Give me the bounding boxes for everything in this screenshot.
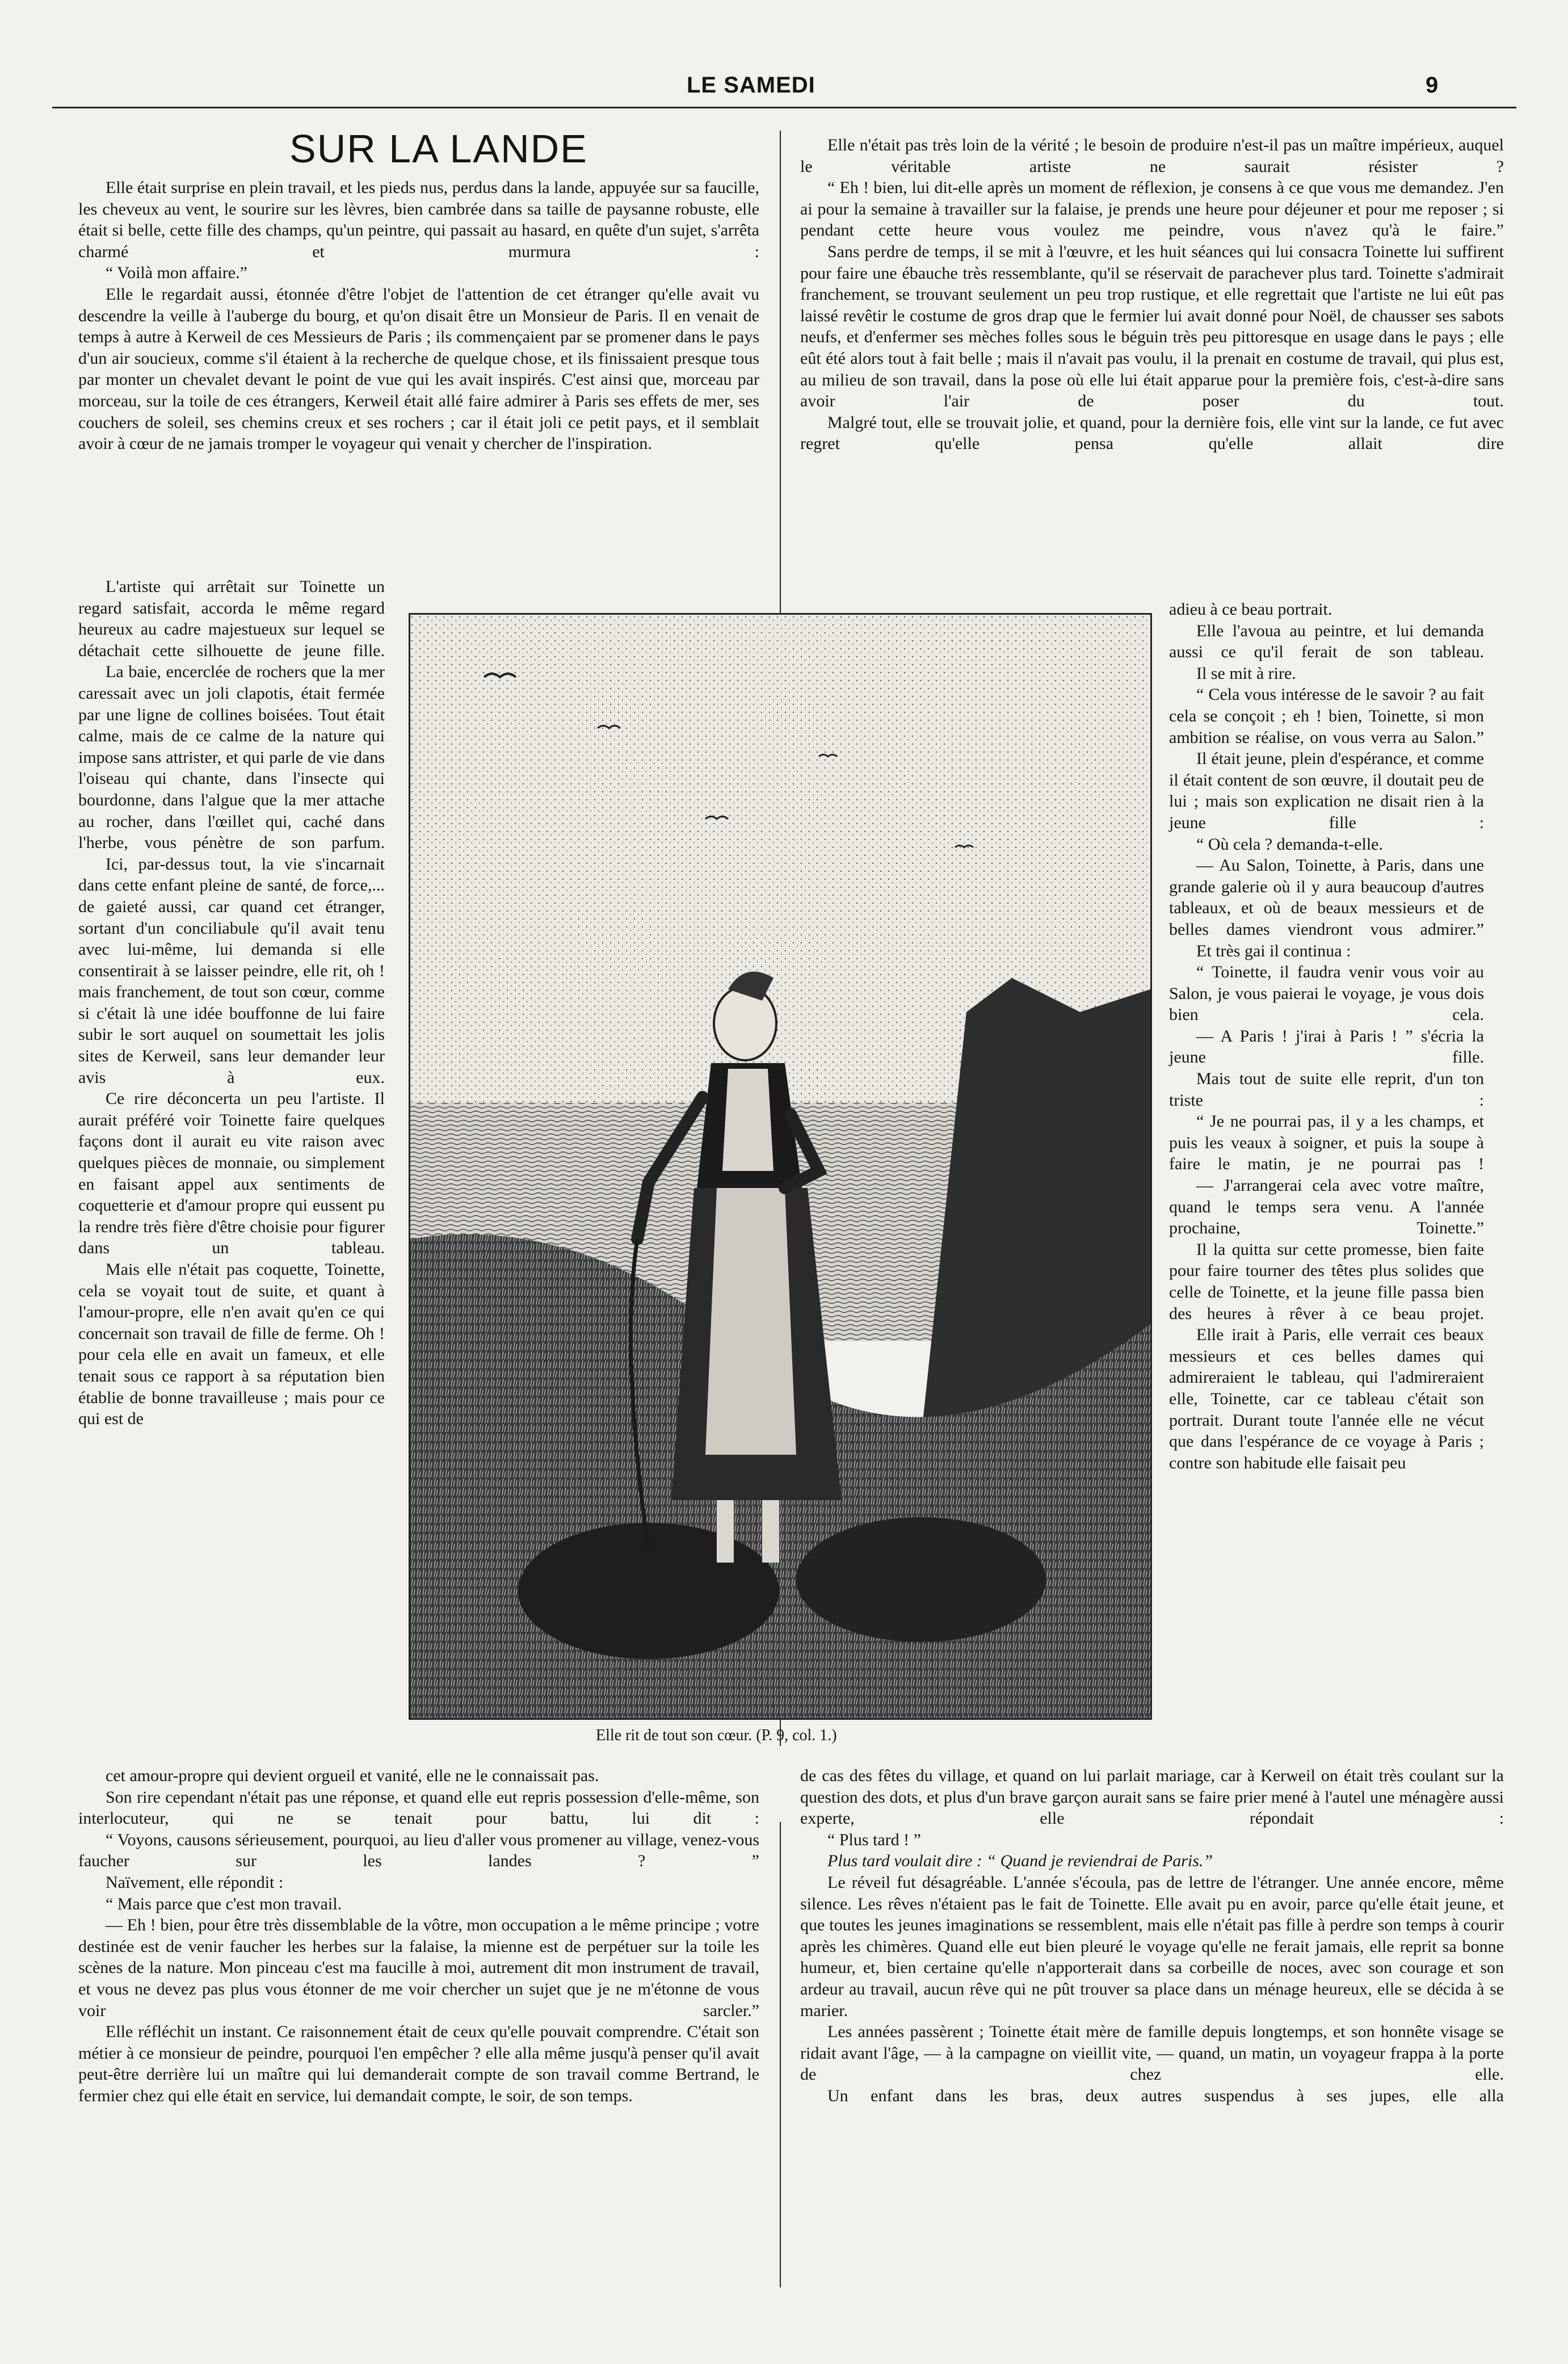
paragraph: “ Eh ! bien, lui dit-elle après un moment de réflexion, je consens à ce que vous me demandez. J'en ai pour la semaine à travailler sur la falaise, je prends une heure pour déjeuner et pour me reposer ; si pendant cette heure vous voulez me peindre, vous n'avez qu'à le faire.” <box>800 178 1504 240</box>
engraving-image <box>410 615 1150 1718</box>
paragraph: “ Je ne pourrai pas, il y a les champs, et puis les veaux à soigner, et puis la soupe à faire le matin, je ne pourrai pas ! <box>1169 1112 1484 1174</box>
paragraph: — J'arrangerai cela avec votre maître, quand le temps sera venu. A l'année prochaine, Toinette.” <box>1169 1176 1484 1238</box>
paragraph: “ Mais parce que c'est mon travail. <box>106 1894 342 1913</box>
col1-narrow-block <box>78 576 385 1430</box>
paragraph: Plus tard voulait dire : “ Quand je reviendrai de Paris.” <box>827 1851 1213 1871</box>
paragraph: “ Voilà mon affaire.” <box>106 263 247 283</box>
paragraph: Les années passèrent ; Toinette était mère de famille depuis longtemps, et son honnête visage se ridait avant l'âge, — à la campagne on vieillit vite, — quand, un matin, un voyageur frappa à la porte de chez elle. <box>800 2022 1504 2084</box>
paragraph: “ Plus tard ! ” <box>827 1830 921 1849</box>
article-title: SUR LA LANDE <box>289 127 588 171</box>
col2-bottom-block <box>800 1765 1504 2107</box>
column-divider-bottom <box>780 1822 781 2287</box>
paragraph: Elle l'avoua au peintre, et lui demanda aussi ce qu'il ferait de son tableau. <box>1169 621 1484 662</box>
paragraph: Mais tout de suite elle reprit, d'un ton triste : <box>1169 1069 1484 1110</box>
paragraph: de cas des fêtes du village, et quand on lui parlait mariage, car à Kerweil on était très coulant sur la question des dots, et plus d'un brave garçon aurait sans se faire prier mené à l'autel une ménagère aussi experte, elle répondait : <box>800 1766 1504 1828</box>
paragraph: La baie, encerclée de rochers que la mer caressait avec un joli clapotis, était fermée par une ligne de collines boisées. Tout était calme, mais de ce calme de la nature qui impose sans attrister, et qui parle de vie dans l'oiseau qui chante, dans l'insecte qui bourdonne, dans l'algue que la mer attache au rocher, dans l'œillet qui, caché dans l'herbe, vous pénètre de son parfum. <box>78 662 385 853</box>
paragraph: Le réveil fut désagréable. L'année s'écoula, pas de lettre de l'étranger. Une année encore, même silence. Les rêves n'étaient pas le fait de Toinette. Elle avait pu en avoir, parce qu'elle était jeune, et que toutes les jeunes imaginations se ressemblent, mais elle n'était pas fille à perdre son temps à courir après les chimères. Quand elle eut bien pleuré le voyage qu'elle ne ferait jamais, elle reprit sa bonne humeur, et, bien certaine qu'elle n'apporterait dans sa corbeille de noces, avec son courage et son ardeur au travail, aucun rêve qui ne pût trouver sa place dans un ménage heureux, elle se décida à se marier. <box>800 1872 1504 2020</box>
engraving-illustration <box>409 613 1152 1720</box>
paragraph: Ce rire déconcerta un peu l'artiste. Il aurait préféré voir Toinette faire quelques façons dont il aurait eu vite raison avec quelques pièces de monnaie, ou simplement en faisant appel aux sentiments de coquetterie et d'amour propre qui eussent pu la rendre très fière d'être choisie pour figurer dans un tableau. <box>78 1089 385 1258</box>
header-rule <box>52 107 1516 108</box>
paragraph: Naïvement, elle répondit : <box>106 1872 284 1892</box>
paragraph: — Eh ! bien, pour être très dissemblable de la vôtre, mon occupation a le même principe ; votre destinée est de venir faucher les herbes sur la falaise, la mienne est de perpétuer sur la toile les scènes de la nature. Mon pinceau c'est ma faucille à moi, autrement dit mon instrument de travail, et vous ne devez pas plus vous étonner de me voir chercher un sujet que je ne m'étonne de vous voir sarcler.” <box>78 1916 759 2020</box>
paragraph: Elle le regardait aussi, étonnée d'être l'objet de l'attention de cet étranger qu'elle avait vu descendre la veille à l'auberge du bourg, et qu'on disait être un Monsieur de Paris. Il en venait de temps à autre à Kerweil de ces Messieurs de Paris ; ils commençaient par se promener dans le pays d'un air soucieux, comme s'il étaient à la recherche de quelque chose, et ils finissaient presque tous par monter un chevalet devant le point de vue qui les avait inspirés. C'est ainsi que, morceau par morceau, sur la toile de ces étrangers, Kerweil était allé faire admirer à Paris ses effets de mer, ses couchers de soleil, ses chemins creux et ses rochers ; car il était joli ce petit pays, et il semblait avoir à cœur de ne jamais tromper le voyageur qui venait y chercher de l'inspiration. <box>78 284 759 454</box>
paragraph: Il la quitta sur cette promesse, bien faite pour faire tourner des têtes plus solides que celle de Toinette, et la jeune fille passa bien des heures à rêver à ce beau projet. <box>1169 1240 1484 1323</box>
paragraph: “ Cela vous intéresse de le savoir ? au fait cela se conçoit ; eh ! bien, Toinette, si mon ambition se réalise, on vous verra au Salon.” <box>1169 685 1484 747</box>
paragraph: Il était jeune, plein d'espérance, et comme il était content de son œuvre, il doutait peu de lui ; mais son explication ne disait rien à la jeune fille : <box>1169 749 1484 832</box>
paragraph: “ Voyons, causons sérieusement, pourquoi, au lieu d'aller vous promener au village, venez-vous faucher sur les landes ? ” <box>78 1830 759 1871</box>
paragraph: Il se mit à rire. <box>1196 664 1296 683</box>
paragraph: Malgré tout, elle se trouvait jolie, et quand, pour la dernière fois, elle vint sur la lande, ce fut avec regret qu'elle pensa qu'elle allait dire <box>800 413 1504 454</box>
col2-narrow-block <box>1169 599 1484 1473</box>
paragraph: “ Toinette, il faudra venir vous voir au Salon, je vous paierai le voyage, je vous dois bien cela. <box>1169 963 1484 1024</box>
paragraph: Elle réfléchit un instant. Ce raisonnement était de ceux qu'elle pouvait comprendre. C'était son métier à ce monsieur de peindre, pourquoi l'en empêcher ? elle alla même jusqu'à penser qu'il avait peut-être derrière lui un maître qui lui demanderait compte de son travail comme Bertrand, le fermier chez qui elle était en service, lui demandait compte, le soir, de son temps. <box>78 2022 759 2105</box>
illustration-caption: Elle rit de tout son cœur. (P. 9, col. 1.) <box>596 1727 837 1744</box>
paragraph: L'artiste qui arrêtait sur Toinette un regard satisfait, accorda le même regard heureux au cadre majestueux sur lequel se détachait cette silhouette de jeune fille. <box>78 577 385 660</box>
paragraph: Elle irait à Paris, elle verrait ces beaux messieurs et ces belles dames qui admireraient le tableau, qui l'admireraient elle, Toinette, car ce tableau c'était son portrait. Durant toute l'année elle ne vécut que dans l'espérance de ce voyage à Paris ; contre son habitude elle faisait peu <box>1169 1325 1484 1472</box>
page-number: 9 <box>1426 73 1439 98</box>
col2-top-block <box>800 135 1504 455</box>
col1-top-block <box>78 177 759 455</box>
paragraph: Son rire cependant n'était pas une réponse, et quand elle eut repris possession d'elle-même, son interlocuteur, qui ne se tenait pour battu, lui dit : <box>78 1787 759 1828</box>
paragraph: Ici, par-dessus tout, la vie s'incarnait dans cette enfant pleine de santé, de force,... de gaieté aussi, car quand cet étranger, sortant d'un conciliabule qu'il avait tenu avec lui-même, lui demanda si elle consentirait à se laisser peindre, elle rit, oh ! mais franchement, de tout son cœur, comme si c'était là une idée bouffonne de lui faire subir le sort auquel on soumettait les jolis sites de Kerweil, sans leur demander leur avis à eux. <box>78 854 385 1087</box>
paragraph: — A Paris ! j'irai à Paris ! ” s'écria la jeune fille. <box>1169 1026 1484 1067</box>
paragraph: Et très gai il continua : <box>1196 941 1351 960</box>
paragraph: Un enfant dans les bras, deux autres suspendus à ses jupes, elle alla <box>827 2086 1504 2105</box>
paragraph: “ Où cela ? demanda-t-elle. <box>1196 834 1383 854</box>
col1-bottom-block <box>78 1765 759 2107</box>
paragraph: cet amour-propre qui devient orgueil et vanité, elle ne le connaissait pas. <box>106 1766 599 1785</box>
paragraph: — Au Salon, Toinette, à Paris, dans une grande galerie où il y aura beaucoup d'autres tableaux, et où de beaux messieurs et de belles dames viendront vous admirer.” <box>1169 856 1484 939</box>
paragraph: Sans perdre de temps, il se mit à l'œuvre, et les huit séances qui lui consacra Toinette lui suffirent pour faire une ébauche très ressemblante, qu'il se réservait de parachever plus tard. Toinette s'admirait franchement, se trouvant seulement un peu trop rustique, et elle regrettait que l'artiste ne lui eût pas laissé revêtir le costume de gros drap que le fermier lui avait donné pour Noël, de chausser ses sabots neufs, et d'enfermer ses mèches folles sous le béguin très peu pittoresque en usage dans le pays ; elle eût été alors tout à fait belle ; mais il n'avait pas voulu, il la prenait en costume de travail, qui plus est, au milieu de son travail, dans la pose où elle lui était apparue pour la première fois, c'est-à-dire sans avoir l'air de poser du tout. <box>800 242 1504 411</box>
paragraph: Elle était surprise en plein travail, et les pieds nus, perdus dans la lande, appuyée sur sa faucille, les cheveux au vent, le sourire sur les lèvres, bien cambrée dans sa taille de paysanne robuste, elle était si belle, cette fille des champs, qu'un peintre, qui passait au hasard, en quête d'un sujet, s'arrêta charmé et murmura : <box>78 178 759 261</box>
paragraph: Mais elle n'était pas coquette, Toinette, cela se voyait tout de suite, et quant à l'amour-propre, elle n'en avait qu'en ce qui concernait son travail de fille de ferme. Oh ! pour cela elle en avait un fameux, et elle tenait sous ce rapport à sa réputation bien établie de bonne travailleuse ; mais pour ce qui est de <box>78 1260 385 1429</box>
paragraph: adieu à ce beau portrait. <box>1169 600 1332 619</box>
paragraph: Elle n'était pas très loin de la vérité ; le besoin de produire n'est-il pas un maître impérieux, auquel le véritable artiste ne saurait résister ? <box>800 136 1504 176</box>
running-header: LE SAMEDI <box>687 73 815 98</box>
